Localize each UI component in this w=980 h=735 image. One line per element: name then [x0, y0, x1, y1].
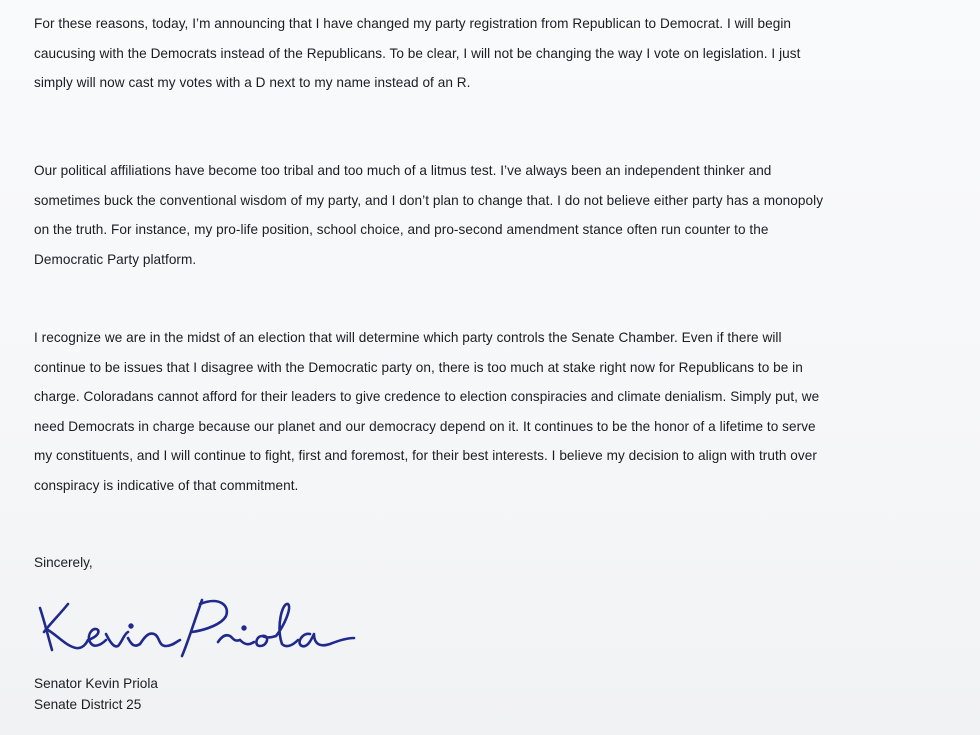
paragraph-line: continue to be issues that I disagree with the Democratic party on, there is too much at stake right now for Republicans to be in — [34, 359, 803, 375]
paragraph-line: caucusing with the Democrats instead of the Republicans. To be clear, I will not be changing the way I vote on legislation. I just — [34, 45, 801, 61]
signature-block — [34, 673, 158, 715]
paragraph-party-switch — [34, 9, 954, 98]
paragraph-line: my constituents, and I will continue to fight, first and foremost, for their best interests. I believe my decision to align with truth over — [34, 448, 817, 463]
paragraph-line: sometimes buck the conventional wisdom of my party, and I don’t plan to change that. I do not believe either party has a monopoly — [34, 192, 824, 208]
paragraph-line: need Democrats in charge because our planet and our democracy depend on it. It continues to be the honor of a lifetime to serve — [34, 418, 816, 434]
paragraph-line: conspiracy is indicative of that commitment. — [34, 477, 299, 493]
paragraph-line: Democratic Party platform. — [34, 251, 197, 267]
paragraph-line: I recognize we are in the midst of an election that will determine which party controls the Senate Chamber. Even if there will — [34, 330, 782, 345]
paragraph-line: charge. Coloradans cannot afford for their leaders to give credence to election conspiracies and climate denialism. Simply put, we — [34, 389, 820, 404]
signer-name: Senator Kevin Priola — [34, 676, 158, 691]
closing-salutation: Sincerely, — [34, 555, 93, 570]
signer-district: Senate District 25 — [34, 697, 142, 712]
paragraph-line: on the truth. For instance, my pro-life position, school choice, and pro-second amendment stance often run counter to the — [34, 222, 769, 237]
paragraph-political-affiliations — [34, 156, 954, 274]
paragraph-line: simply will now cast my votes with a D next to my name instead of an R. — [34, 75, 471, 90]
paragraph-line: Our political affiliations have become too tribal and too much of a litmus test. I’ve always been an independent thinker and — [34, 163, 772, 178]
paragraph-line: For these reasons, today, I’m announcing that I have changed my party registration from Republican to Democrat. I will begin — [34, 16, 792, 31]
handwritten-signature — [30, 588, 360, 668]
paragraph-election — [34, 323, 954, 500]
